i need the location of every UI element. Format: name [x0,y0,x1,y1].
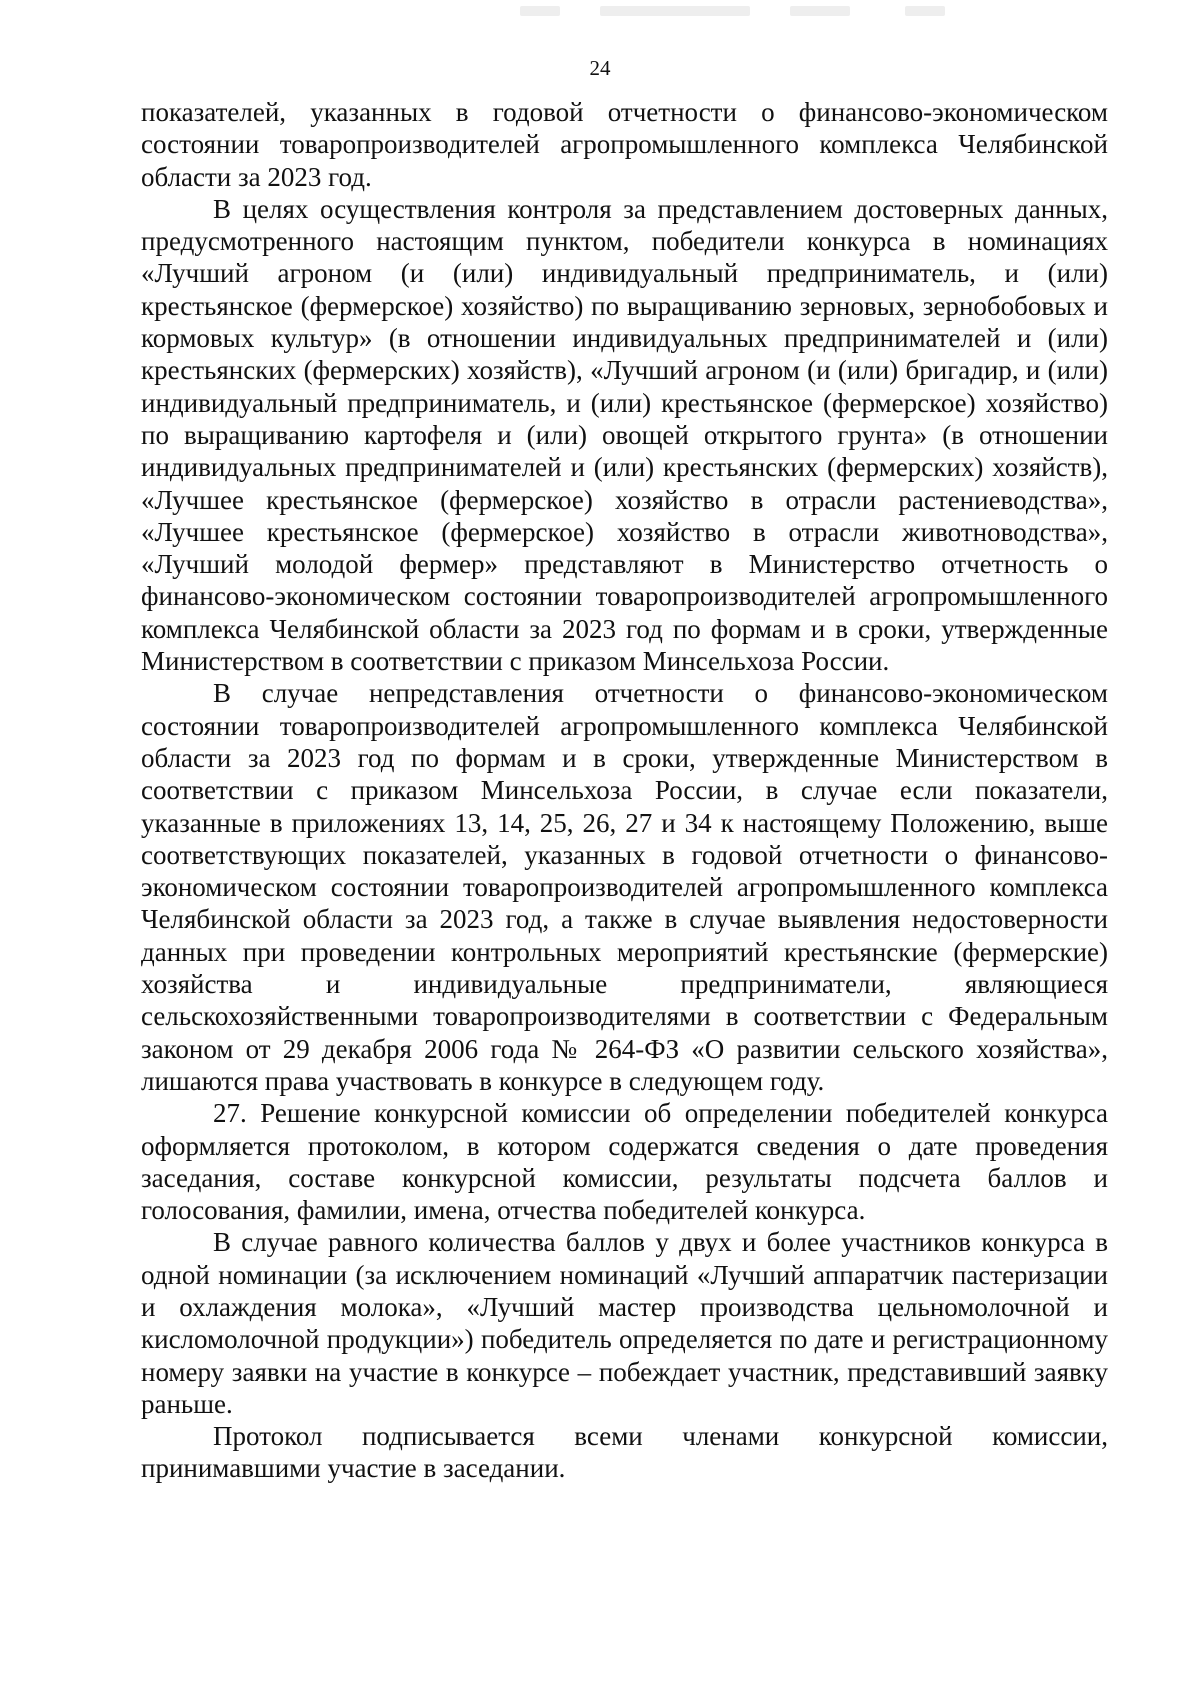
paragraph: Протокол подписывается всеми членами конкурсной комиссии, принимавшими участие в заседании. [141,1421,1108,1484]
paragraph: В случае равного количества баллов у двух и более участников конкурса в одной номинации (за исключением номинаций «Лучший аппаратчик пастеризации и охлаждения молока», «Лучший мастер производства цельномолочной и кисломолочной продукции») победитель определяется по дате и регистрационному номеру заявки на участие в конкурсе – побеждает участник, представивший заявку раньше. [141,1227,1108,1419]
paragraph: 27. Решение конкурсной комиссии об определении победителей конкурса оформляется протоколом, в котором содержатся сведения о дате проведения заседания, составе конкурсной комиссии, результаты подсчета баллов и голосования, фамилии, имена, отчества победителей конкурса. [141,1098,1108,1226]
paragraph: В целях осуществления контроля за представлением достоверных данных, предусмотренного настоящим пунктом, победители конкурса в номинациях «Лучший агроном (и (или) индивидуальный предприниматель, и (или) крестьянское (фермерское) хозяйство) по выращиванию зерновых, зернобобовых и кормовых культур» (в отношении индивидуальных предпринимателей и (или) крестьянских (фермерских) хозяйств), «Лучший агроном (и (или) бригадир, и (или) индивидуальный предприниматель, и (или) крестьянское (фермерское) хозяйство) по выращиванию картофеля и (или) овощей открытого грунта» (в отношении индивидуальных предпринимателей и (или) крестьянских (фермерских) хозяйств), «Лучшее крестьянское (фермерское) хозяйство в отрасли растениеводства», «Лучшее крестьянское (фермерское) хозяйство в отрасли животноводства», «Лучший молодой фермер» представляют в Министерство отчетность о финансово-экономическом состоянии товаропроизводителей агропромышленного комплекса Челябинской области за 2023 год по формам и в сроки, утвержденные Министерством в соответствии с приказом Минсельхоза России. [141,193,1108,677]
scan-artifact [790,6,850,16]
scan-artifact [520,6,560,16]
scan-artifact [905,6,945,16]
paragraph: В случае непредставления отчетности о финансово-экономическом состоянии товаропроизводителей агропромышленного комплекса Челябинской области за 2023 год по формам и в сроки, утвержденные Министерством в соответствии с приказом Минсельхоза России, в случае если показатели, указанные в приложениях 13, 14, 25, 26, 27 и 34 к настоящему Положению, выше соответствующих показателей, указанных в годовой отчетности о финансово-экономическом состоянии товаропроизводителей агропромышленного комплекса Челябинской области за 2023 год, а также в случае выявления недостоверности данных при проведении контрольных мероприятий крестьянские (фермерские) хозяйства и индивидуальные предприниматели, являющиеся сельскохозяйственными товаропроизводителями в соответствии с Федеральным законом от 29 декабря 2006 года № 264-ФЗ «О развитии сельского хозяйства», лишаются права участвовать в конкурсе в следующем году. [141,678,1108,1096]
scan-artifact [600,6,750,16]
page-number: 24 [589,56,611,80]
document-body [141,96,1108,1485]
paragraph: показателей, указанных в годовой отчетности о финансово-экономическом состоянии товаропроизводителей агропромышленного комплекса Челябинской области за 2023 год. [141,97,1108,192]
